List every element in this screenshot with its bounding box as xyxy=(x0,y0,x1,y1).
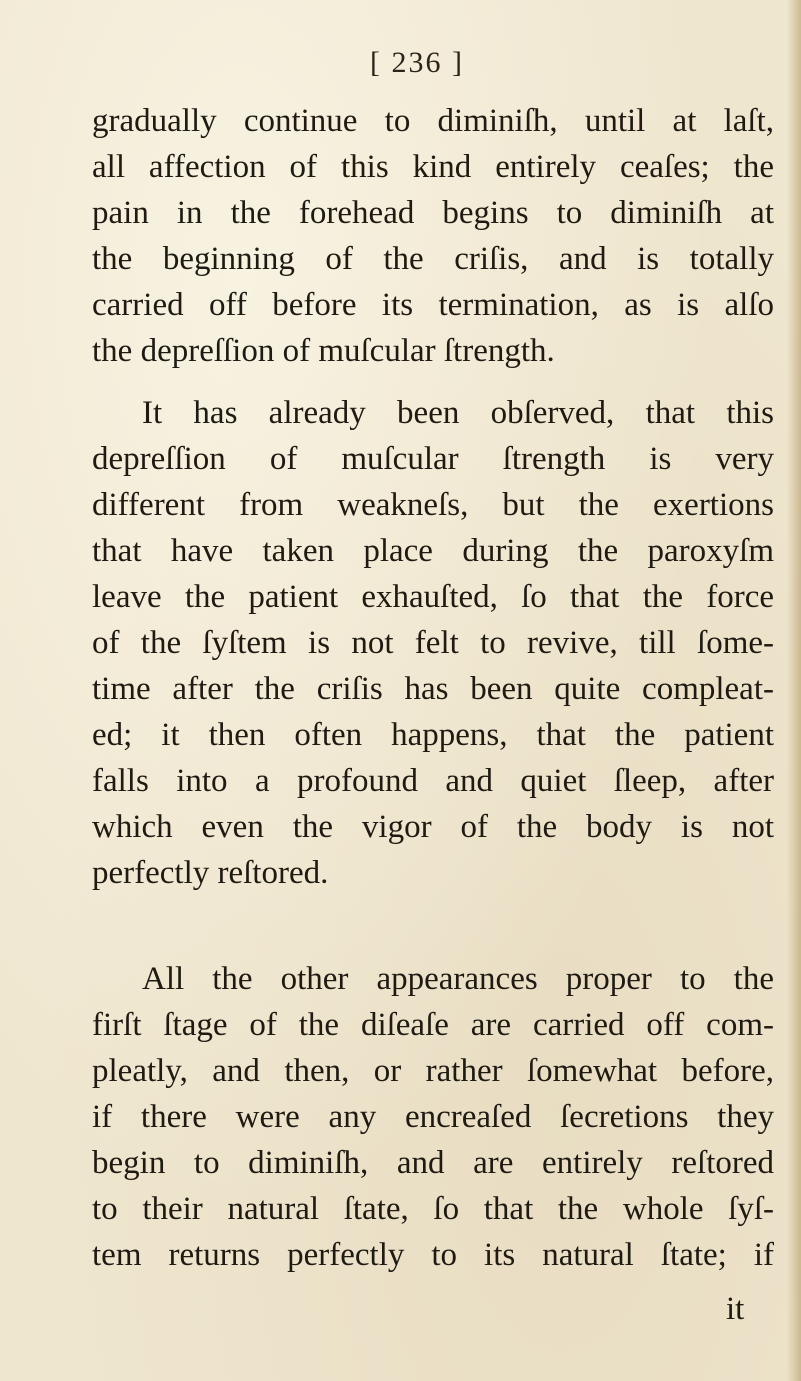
text-line: gradually continue to diminiſh, until at laſt, xyxy=(92,103,774,139)
text-line: which even the vigor of the body is not xyxy=(92,809,774,845)
text-line: ed; it then often happens, that the patient xyxy=(92,717,774,753)
text-line: leave the patient exhauſted, ſo that the force xyxy=(92,579,774,615)
text-line: of the ſyſtem is not felt to revive, till ſome- xyxy=(92,625,774,661)
text-line: firſt ſtage of the diſeaſe are carried off com- xyxy=(92,1007,774,1043)
paragraph-3 xyxy=(92,956,774,1278)
page-number-header: [ 236 ] xyxy=(370,46,464,79)
page-edge-shadow xyxy=(787,0,801,1381)
paragraph-1 xyxy=(92,98,774,374)
text-line: perfectly reſtored. xyxy=(92,855,329,891)
text-line: the depreſſion of muſcular ſtrength. xyxy=(92,333,555,369)
text-line: begin to diminiſh, and are entirely reſtored xyxy=(92,1145,774,1181)
text-line: It has already been obſerved, that this xyxy=(142,395,774,431)
text-line: carried off before its termination, as is alſo xyxy=(92,287,774,323)
text-line: all affection of this kind entirely ceaſes; the xyxy=(92,149,774,185)
text-line: falls into a profound and quiet ſleep, after xyxy=(92,763,774,799)
text-line: time after the criſis has been quite compleat- xyxy=(92,671,774,707)
text-line: that have taken place during the paroxyſm xyxy=(92,533,774,569)
text-line: tem returns perfectly to its natural ſtate; if xyxy=(92,1237,774,1273)
text-line: All the other appearances proper to the xyxy=(142,961,774,997)
text-line: if there were any encreaſed ſecretions they xyxy=(92,1099,774,1135)
text-line: pain in the forehead begins to diminiſh at xyxy=(92,195,774,231)
text-line: to their natural ſtate, ſo that the whole ſyſ- xyxy=(92,1191,774,1227)
text-line: the beginning of the criſis, and is totally xyxy=(92,241,774,277)
text-line: pleatly, and then, or rather ſomewhat before, xyxy=(92,1053,774,1089)
paragraph-2 xyxy=(92,390,774,896)
text-line: depreſſion of muſcular ſtrength is very xyxy=(92,441,774,477)
catchword: it xyxy=(726,1291,745,1327)
text-line: different from weakneſs, but the exertions xyxy=(92,487,774,523)
